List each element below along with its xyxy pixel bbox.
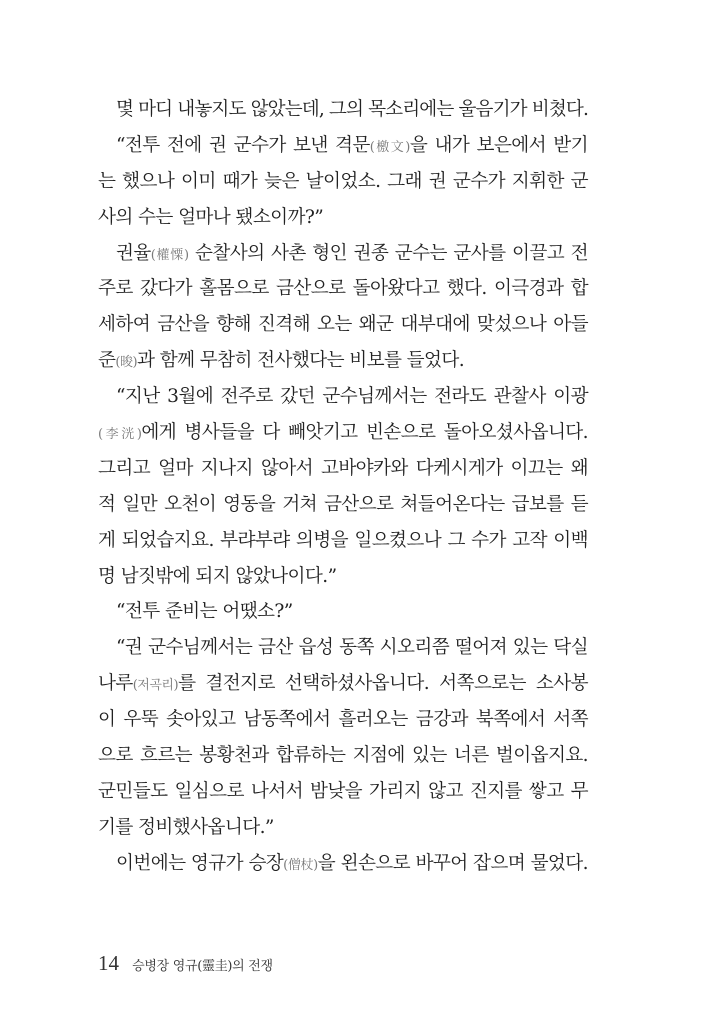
text-line: 주로 갔다가 홀몸으로 금산으로 돌아왔다고 했다. 이극경과 합: [98, 278, 588, 300]
text-line: 나루(저곡리)를 결전지로 선택하셨사옵니다. 서쪽으로는 소사봉: [98, 673, 588, 695]
text-line: 사의 수는 얼마나 됐소이까?”: [98, 206, 324, 228]
hanja-gloss: (李洸): [98, 427, 142, 443]
text-line: “권 군수님께서는 금산 읍성 동쪽 시오리쯤 떨어져 있는 닥실: [116, 637, 588, 659]
text-line: 는 했으나 이미 때가 늦은 날이었소. 그래 권 군수가 지휘한 군: [98, 170, 588, 192]
running-title: 승병장 영규(靈圭)의 전쟁: [132, 959, 273, 974]
page-footer: [98, 951, 273, 976]
text-line: 적 일만 오천이 영동을 거쳐 금산으로 쳐들어온다는 급보를 듣: [98, 493, 588, 515]
hanja-gloss: (僧杖): [283, 857, 318, 873]
text-line: 으로 흐르는 봉황천과 합류하는 지점에 있는 너른 벌이옵지요.: [98, 745, 588, 767]
text-line: 이번에는 영규가 승장(僧杖)을 왼손으로 바꾸어 잡으며 물었다.: [116, 852, 588, 874]
text-line: “전투 전에 권 군수가 보낸 격문(檄文)을 내가 보은에서 받기: [116, 134, 588, 156]
hanja-gloss: (權慄): [150, 247, 189, 263]
text-line: “지난 3월에 전주로 갔던 군수님께서는 전라도 관찰사 이광: [116, 386, 588, 408]
text-line: 명 남짓밖에 되지 않았나이다.”: [98, 565, 337, 587]
text-line: 그리고 얼마 지나지 않아서 고바야카와 다케시게가 이끄는 왜: [98, 457, 588, 479]
text-line: 권율(權慄) 순찰사의 사촌 형인 권종 군수는 군사를 이끌고 전: [116, 242, 588, 264]
text-line: 준(晙)과 함께 무참히 전사했다는 비보를 들었다.: [98, 350, 465, 372]
text-line: 몇 마디 내놓지도 않았는데, 그의 목소리에는 울음기가 비쳤다.: [116, 99, 588, 120]
text-line: 게 되었습지요. 부랴부랴 의병을 일으켰으나 그 수가 고작 이백: [98, 529, 588, 551]
text-line: 군민들도 일심으로 나서서 밤낮을 가리지 않고 진지를 쌓고 무: [98, 780, 588, 802]
page-number: 14: [98, 951, 119, 975]
text-line: 기를 정비했사옵니다.”: [98, 816, 274, 838]
hanja-gloss: (檄文): [369, 139, 410, 155]
hanja-gloss: (저곡리): [132, 678, 179, 694]
text-line: (李洸)에게 병사들을 다 빼앗기고 빈손으로 돌아오셨사옵니다.: [98, 422, 588, 444]
page-body: [98, 92, 588, 882]
text-line: “전투 준비는 어땠소?”: [116, 601, 293, 623]
text-line: 세하여 금산을 향해 진격해 오는 왜군 대부대에 맞섰으나 아들: [98, 314, 588, 336]
hanja-gloss: (晙): [115, 355, 138, 371]
text-line: 이 우뚝 솟아있고 남동쪽에서 흘러오는 금강과 북쪽에서 서쪽: [98, 709, 588, 731]
